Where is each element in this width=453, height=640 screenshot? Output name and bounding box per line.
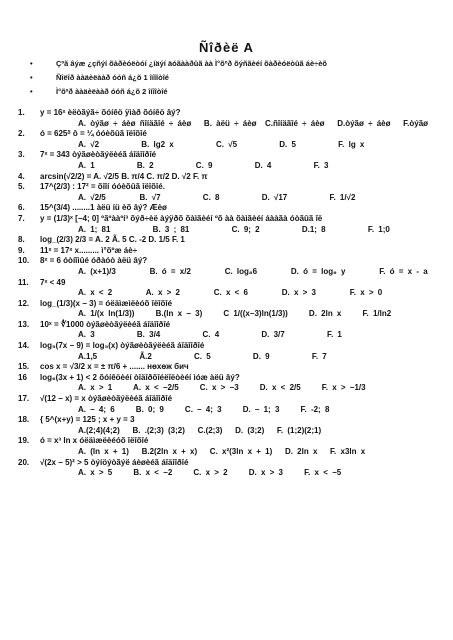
question-number: 11. xyxy=(18,277,29,287)
instruction-item xyxy=(30,85,440,99)
question-text: y = (1/3)ˣ [−4; 0] ºãºààºí³ õýð÷èë àýÿðõ õàìãèéí ºõ àà õàìãèéí áààãà óòãûã îë xyxy=(40,213,323,223)
question-item xyxy=(18,362,448,373)
question-number: 1. xyxy=(18,108,25,117)
question-text: √(2x − 5)² > 5 òýíöýòãýë áèøèéã áîäîîðîé xyxy=(40,457,189,467)
question-text: 8ˣ = 6 óòíîìûé óðàóò àëü âý? xyxy=(40,256,148,266)
question-number: 16 xyxy=(18,372,27,382)
question-item xyxy=(18,203,448,214)
question-item xyxy=(18,415,448,426)
question-number: 20. xyxy=(18,457,30,467)
question-number: 14. xyxy=(18,341,30,351)
question-number: 5. xyxy=(18,182,25,192)
bullet-icon: • xyxy=(30,73,33,82)
question-text: log_(1/3)(x − 3) = óëäìæìëèóõ îëîõîé xyxy=(40,298,173,308)
question-text: log₆(3x + 1) < 2 õóíêöèéí òîäîðõîéëîëòèéí ìóæ àëü âý? xyxy=(40,372,240,382)
question-number: 18. xyxy=(18,415,30,425)
question-item xyxy=(18,108,448,119)
question-number: 12. xyxy=(18,298,30,308)
answer-options: A. òýãø ÷ áèø ñîíäãîé ÷ áèø B. àëü ÷ áèø C.ñîíäãîé ÷ áèø D.òýãø ÷ áèø F.òýãø xyxy=(78,118,429,128)
question-text: cos x = √3/2 x = ± π/6 + ....... нөхөж бич xyxy=(40,362,189,372)
question-number: 19. xyxy=(18,436,30,446)
answer-options: A. 1; 81 B. 3 ; 81 C. 9; 2 D.1; 8 F. 1;0 xyxy=(78,224,390,234)
answer-options: A. x > 1 A. x < −2/5 C. x > −3 D. x < 2/5 F. x > −1/3 xyxy=(78,383,366,393)
answer-options: A. 3 B. 3/4 C. 4 D. 3/7 F. 1 xyxy=(78,330,342,340)
question-text: 10ˣ = ∜1000 òýãøèòãýëèéã áîäîîðîé xyxy=(40,319,171,329)
question-text: arcsin(√2/2) = A. √2/5 B. π/4 C. π/2 D. √2 F. π xyxy=(40,171,208,181)
answer-options: A. 1/(x ln(1/3)) B.(ln x − 3) C 1/((x−3)ln(1/3)) D. 2ln x F. 1/ln2 xyxy=(78,309,392,319)
question-item xyxy=(18,341,448,352)
question-number: 10. xyxy=(18,256,30,266)
question-item xyxy=(18,373,448,384)
question-number: 15. xyxy=(18,362,30,372)
bullet-icon: • xyxy=(30,59,33,68)
question-text: √(12 − x) = x òýãøèòãýëèéã áîäîîðîé xyxy=(40,394,173,404)
instruction-item xyxy=(30,57,440,71)
question-item xyxy=(18,129,448,140)
page-title: Ñîðèë A xyxy=(199,40,254,55)
question-number: 9. xyxy=(18,245,25,255)
bullet-icon: • xyxy=(30,87,33,96)
question-text: log₅(7x − 9) = log₅(x) òýãøèòãýëèéã áîäîîðîé xyxy=(40,341,205,351)
instruction-item xyxy=(30,71,440,85)
question-item xyxy=(18,320,448,331)
instruction-list xyxy=(30,57,440,99)
instruction-text: Ñîëîð ààäèëààð óóñ á¿õ 1 îíîîòîé xyxy=(56,73,169,82)
answer-options: A. √2/5 B. √7 C. 8 D. √17 F. 1/√2 xyxy=(78,192,356,202)
question-text: log_(2/3) 2/3 = A. 2 Ã. 5 C. -2 D. 1/5 F. 1 xyxy=(40,235,185,245)
question-item xyxy=(18,235,448,246)
question-text: 7ˣ < 49 xyxy=(40,277,66,287)
question-number: 6. xyxy=(18,203,25,213)
question-item xyxy=(18,299,448,310)
question-text: ó = x³ ln x óëäìæëèéóõ îëîõîé xyxy=(40,436,149,446)
question-item xyxy=(18,172,448,183)
question-text: y = 16ˣ èëòãýã÷ õóíêö ÿìàð õóíêö âý? xyxy=(40,108,181,117)
answer-options: A. 1 B. 2 C. 9 D. 4 F. 3 xyxy=(78,160,329,170)
answer-options: A.1,5 Ã.2 C. 5 D. 9 F. 7 xyxy=(78,351,327,361)
question-number: 13. xyxy=(18,319,30,329)
answer-options: A. – 4; 6 B. 0; 9 C. – 4; 3 D. – 1; 3 F. -2; 8 xyxy=(78,404,330,414)
question-text: 11ˣ = 17ˣ x......... ì°õºæ áè÷ xyxy=(40,245,138,255)
instruction-text: Ì°õºð ààäèëààð óóñ á¿õ 2 îíîîòîé xyxy=(56,87,168,96)
answer-options: A. √2 B. lg2 x C. √5 D. 5 F. lg x xyxy=(78,139,365,149)
question-text: 17^(2/3) : 17² = õîîí óóèõûã îëîõîé. xyxy=(40,182,165,192)
question-number: 2. xyxy=(18,129,25,139)
question-item xyxy=(18,436,448,447)
question-number: 8. xyxy=(18,235,25,245)
question-list xyxy=(18,108,448,479)
question-item xyxy=(18,458,448,469)
question-item xyxy=(18,394,448,405)
question-text: 15^(3/4) ........1 àëü íü èõ âý? Æèø xyxy=(40,203,167,213)
answer-options: A. (ln x + 1) B.2(2ln x + x) C. x²(3ln x + 1) D. 2ln x F. x3ln x xyxy=(78,447,366,456)
question-item xyxy=(18,150,448,161)
instruction-text: Çºã âýæ ¿çñýí õàðèóëòóí ¿íäýí äóãààðûã àà Ì°õºð õýñãèéí õàðèóëòûã áè÷èõ xyxy=(56,59,328,68)
question-item xyxy=(18,278,448,289)
question-number: 4. xyxy=(18,171,25,181)
answer-options: A.(2;4)(4;2) B. .(2;3) (3;2) C.(2;3) D. (3;2) F. (1;2)(2;1) xyxy=(78,425,322,435)
question-item xyxy=(18,214,448,225)
question-number: 3. xyxy=(18,150,25,160)
question-item xyxy=(18,246,448,257)
question-text: 7ˣ = 343 òýãøèòãýëèéã áîäîîðîé xyxy=(40,150,157,160)
question-number: 17. xyxy=(18,394,30,404)
question-item xyxy=(18,256,448,267)
answer-options: A. (x+1)/3 B. ó = x/2 C. log₈6 D. ó = log₆ y F. ó = x - a xyxy=(78,266,428,276)
question-text: { 5^(x+y) = 125 ; x + y = 3 xyxy=(40,415,135,425)
question-text: ó = 625ᵟ ô = ¼ óóèõûã îëîõîé xyxy=(40,129,147,139)
answer-options: A. x < 2 A. x > 2 C. x < 6 D. x > 3 F. x > 0 xyxy=(78,288,383,298)
question-number: 7. xyxy=(18,213,25,223)
question-item xyxy=(18,182,448,193)
answer-options: A. x > 5 B. x < −2 C. x > 2 D. x > 3 F. x < −5 xyxy=(78,468,342,478)
